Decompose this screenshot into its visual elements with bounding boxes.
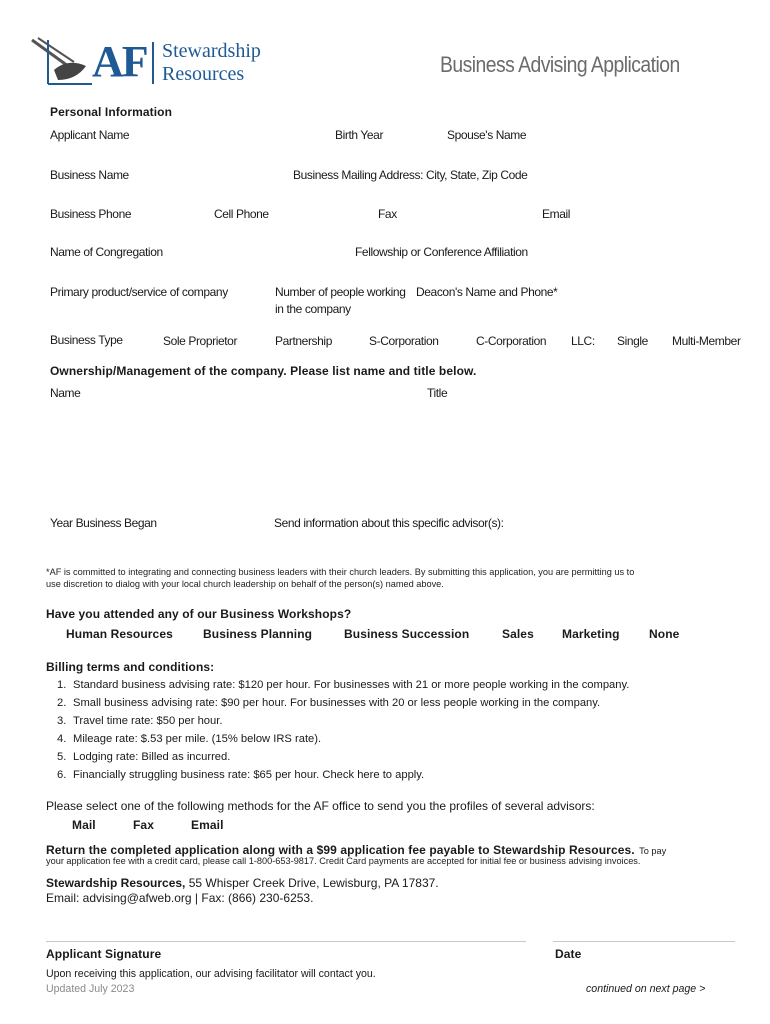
contact-email-fax: Email: advising@afweb.org | Fax: (866) 230-6253.: [46, 891, 314, 905]
signature-line: [46, 941, 526, 942]
return-line-2: your application fee with a credit card, please call 1-800-653-9817. Credit Card payments are accepted for initial fee or business advising invoices.: [46, 856, 641, 866]
contact-note: Upon receiving this application, our advising facilitator will contact you.: [46, 968, 376, 980]
cell-phone-field[interactable]: Cell Phone: [214, 207, 269, 221]
billing-number: 3.: [57, 715, 67, 727]
method-fax[interactable]: Fax: [133, 818, 154, 832]
billing-item: [57, 697, 601, 709]
date-line: [553, 941, 735, 942]
billing-text: Mileage rate: $.53 per mile. (15% below IRS rate).: [73, 733, 322, 745]
mailing-address-field[interactable]: Business Mailing Address: City, State, Zip Code: [293, 168, 528, 182]
option-partnership[interactable]: Partnership: [275, 334, 332, 348]
disclaimer-line-1: *AF is committed to integrating and connecting business leaders with their church leaders. By submitting this application, you are permitting us to: [46, 567, 635, 577]
workshop-human-resources[interactable]: Human Resources: [66, 627, 173, 641]
workshop-business-succession[interactable]: Business Succession: [344, 627, 470, 641]
option-c-corporation[interactable]: C-Corporation: [476, 334, 547, 348]
workshop-business-planning[interactable]: Business Planning: [203, 627, 313, 641]
plow-icon: [28, 36, 98, 88]
ownership-heading: Ownership/Management of the company. Please list name and title below.: [50, 364, 477, 378]
workshop-sales[interactable]: Sales: [502, 627, 534, 641]
billing-number: 6.: [57, 769, 67, 781]
logo: [28, 36, 268, 90]
workshop-none[interactable]: None: [649, 627, 680, 641]
updated-date: Updated July 2023: [46, 983, 135, 995]
fax-field[interactable]: Fax: [378, 207, 397, 221]
logo-mark: AF: [92, 37, 147, 86]
primary-product-field[interactable]: Primary product/service of company: [50, 285, 228, 299]
specific-advisor-field[interactable]: Send information about this specific advisor(s):: [274, 516, 504, 530]
billing-text: Small business advising rate: $90 per hour. For businesses with 20 or less people working in the company.: [73, 697, 601, 709]
billing-number: 5.: [57, 751, 67, 763]
num-people-label-2: in the company: [275, 302, 351, 316]
deacon-field[interactable]: Deacon's Name and Phone*: [416, 285, 558, 299]
option-sole-proprietor[interactable]: Sole Proprietor: [163, 334, 238, 348]
business-phone-field[interactable]: Business Phone: [50, 207, 132, 221]
billing-item: [57, 733, 322, 745]
ownership-name-column[interactable]: Name: [50, 386, 81, 400]
page-title: Business Advising Application: [440, 52, 680, 77]
option-llc[interactable]: LLC:: [571, 334, 595, 348]
num-people-label-1[interactable]: Number of people working: [275, 285, 406, 299]
billing-text: Travel time rate: $50 per hour.: [73, 715, 223, 727]
business-type-label: Business Type: [50, 333, 123, 347]
contact-address: [46, 876, 439, 890]
ownership-title-column[interactable]: Title: [427, 386, 448, 400]
option-llc-multi-member[interactable]: Multi-Member: [672, 334, 741, 348]
billing-heading: Billing terms and conditions:: [46, 660, 215, 674]
year-began-field[interactable]: Year Business Began: [50, 516, 157, 530]
workshop-marketing[interactable]: Marketing: [562, 627, 620, 641]
billing-number: 1.: [57, 679, 67, 691]
continued-note: continued on next page >: [586, 983, 706, 995]
method-email[interactable]: Email: [191, 818, 224, 832]
disclaimer-line-2: use discretion to dialog with your local church leadership on behalf of the person(s) named above.: [46, 579, 444, 589]
method-mail[interactable]: Mail: [72, 818, 96, 832]
applicant-signature-field[interactable]: Applicant Signature: [46, 947, 162, 961]
option-llc-single[interactable]: Single: [617, 334, 648, 348]
date-field[interactable]: Date: [555, 947, 582, 961]
return-bold-text: Return the completed application along with a $99 application fee payable to Stewardship Resources.: [46, 843, 635, 857]
billing-text: Standard business advising rate: $120 per hour. For businesses with 21 or more people working in the company.: [73, 679, 630, 691]
fellowship-field[interactable]: Fellowship or Conference Affiliation: [355, 245, 528, 259]
birth-year-field[interactable]: Birth Year: [335, 128, 384, 142]
logo-divider: [152, 42, 154, 84]
billing-text: Lodging rate: Billed as incurred.: [73, 751, 231, 763]
applicant-name-field[interactable]: Applicant Name: [50, 128, 130, 142]
contact-org: Stewardship Resources,: [46, 876, 186, 890]
option-s-corporation[interactable]: S-Corporation: [369, 334, 439, 348]
email-field[interactable]: Email: [542, 207, 571, 221]
billing-item-financial-hardship[interactable]: [57, 769, 425, 781]
business-name-field[interactable]: Business Name: [50, 168, 129, 182]
billing-number: 2.: [57, 697, 67, 709]
workshops-question: Have you attended any of our Business Workshops?: [46, 607, 352, 621]
spouse-name-field[interactable]: Spouse's Name: [447, 128, 527, 142]
billing-number: 4.: [57, 733, 67, 745]
contact-street: 55 Whisper Creek Drive, Lewisburg, PA 17837.: [188, 876, 439, 890]
logo-line1: Stewardship: [162, 40, 261, 62]
methods-prompt: Please select one of the following methods for the AF office to send you the profiles of several advisors:: [46, 799, 595, 813]
billing-item: [57, 751, 231, 763]
congregation-field[interactable]: Name of Congregation: [50, 245, 163, 259]
return-tail-text: To pay: [639, 846, 667, 856]
personal-info-heading: Personal Information: [50, 105, 173, 119]
logo-line2: Resources: [162, 63, 245, 85]
billing-text: Financially struggling business rate: $65 per hour. Check here to apply.: [73, 769, 425, 781]
billing-item: [57, 715, 223, 727]
billing-item: [57, 679, 630, 691]
